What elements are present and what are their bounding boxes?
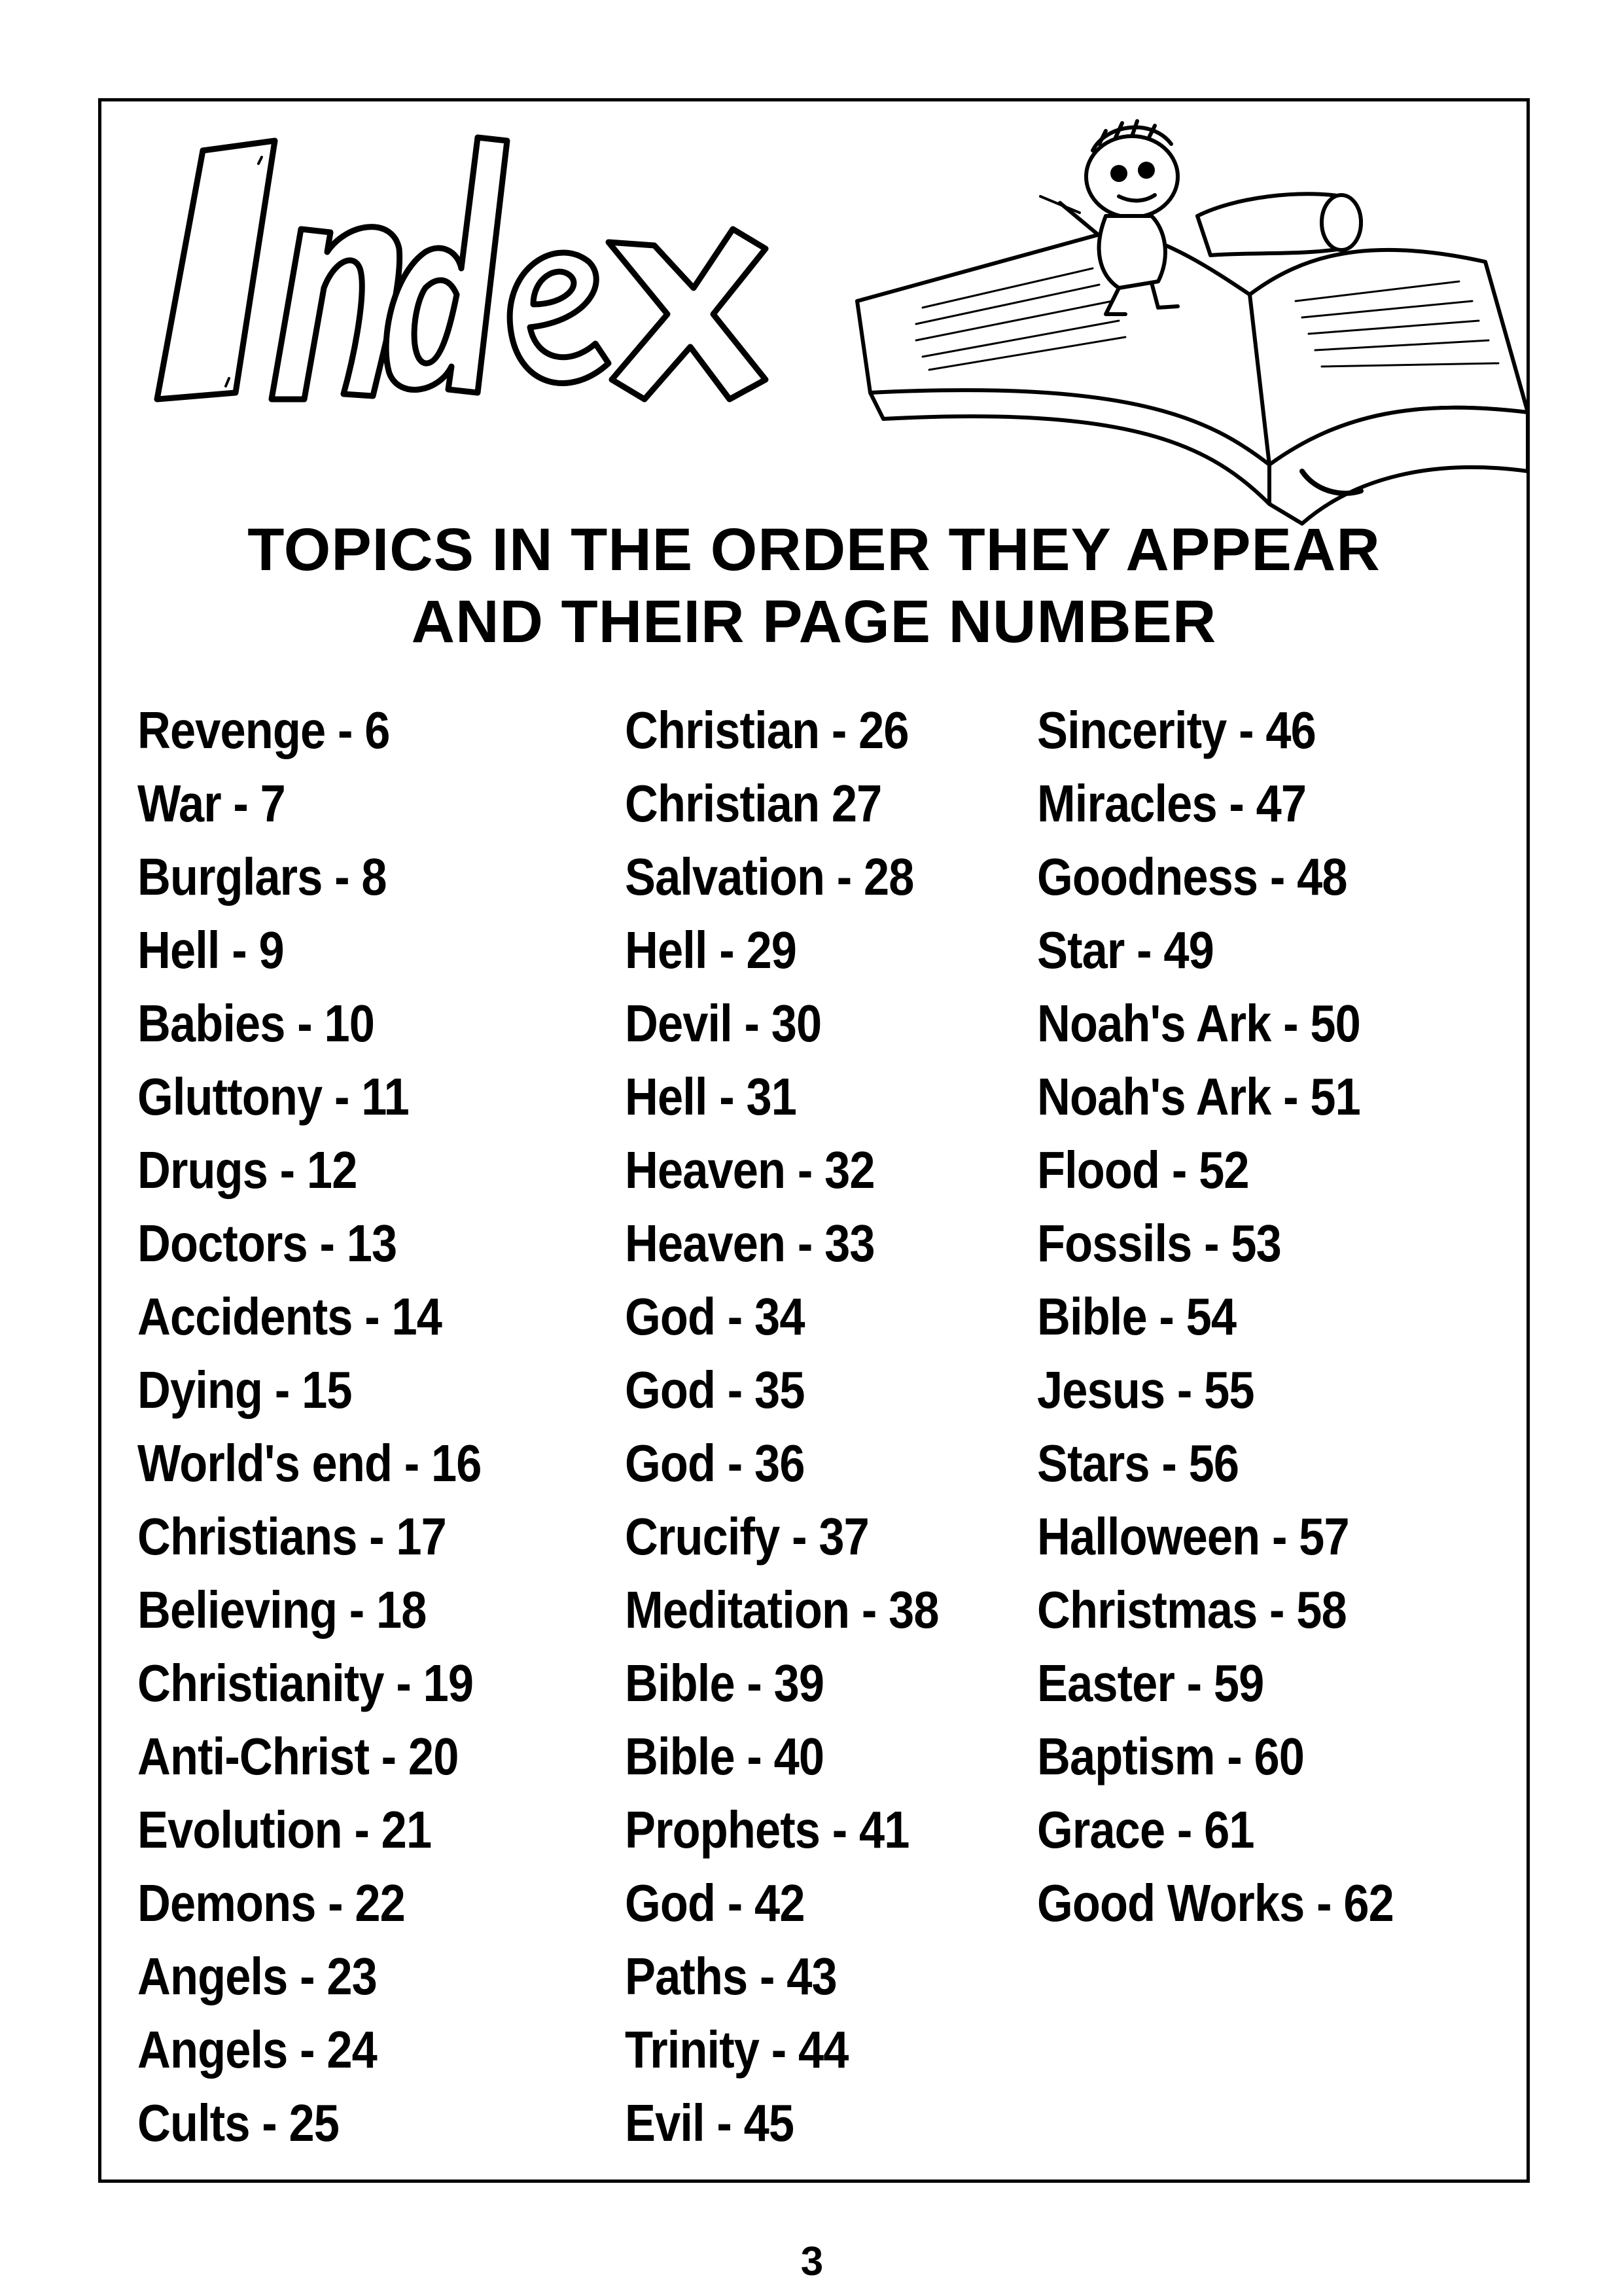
index-entry: Hell - 9	[137, 921, 284, 979]
index-entry: Stars - 56	[1037, 1434, 1239, 1492]
index-entry: Babies - 10	[137, 994, 375, 1052]
index-entry: Christian 27	[625, 774, 882, 833]
index-entry: Star - 49	[1037, 921, 1214, 979]
index-entry: Drugs - 12	[137, 1141, 357, 1199]
index-entry: World's end - 16	[137, 1434, 482, 1492]
index-entry: Bible - 39	[625, 1654, 824, 1712]
index-entry: Crucify - 37	[625, 1507, 869, 1566]
index-entry: Easter - 59	[1037, 1654, 1264, 1712]
index-entry: Angels - 24	[137, 2020, 377, 2079]
index-entry: Baptism - 60	[1037, 1727, 1305, 1785]
index-entry: Good Works - 62	[1037, 1874, 1394, 1932]
index-entry: Christianity - 19	[137, 1654, 474, 1712]
index-entry: Noah's Ark - 51	[1037, 1067, 1360, 1126]
index-entry: Doctors - 13	[137, 1214, 397, 1272]
index-entry: Christians - 17	[137, 1507, 446, 1566]
index-entry: Evolution - 21	[137, 1801, 432, 1859]
index-entry: God - 42	[625, 1874, 805, 1932]
heading-line-2: AND THEIR PAGE NUMBER	[411, 588, 1217, 655]
index-entry: Devil - 30	[625, 994, 822, 1052]
index-entry: Heaven - 32	[625, 1141, 875, 1199]
index-entry: Accidents - 14	[137, 1287, 442, 1346]
index-entry: Evil - 45	[625, 2094, 794, 2152]
boy-reading-bible-icon	[844, 105, 1538, 537]
index-entry: God - 34	[625, 1287, 805, 1346]
index-entry: Grace - 61	[1037, 1801, 1254, 1859]
index-entry: Gluttony - 11	[137, 1067, 409, 1126]
index-entry: Hell - 31	[625, 1067, 797, 1126]
index-entry: Meditation - 38	[625, 1581, 939, 1639]
index-column-3	[1037, 694, 1394, 1940]
index-entry: Hell - 29	[625, 921, 797, 979]
index-entry: Cults - 25	[137, 2094, 340, 2152]
index-entry: Prophets - 41	[625, 1801, 909, 1859]
index-entry: Burglars - 8	[137, 848, 387, 906]
index-entry: God - 36	[625, 1434, 805, 1492]
index-entry: Sincerity - 46	[1037, 701, 1316, 759]
index-entry: Jesus - 55	[1037, 1361, 1254, 1419]
index-column-2	[625, 694, 939, 2160]
index-entry: God - 35	[625, 1361, 805, 1419]
index-entry: Bible - 40	[625, 1727, 824, 1785]
index-entry: Trinity - 44	[625, 2020, 849, 2079]
index-entry: Christian - 26	[625, 701, 909, 759]
index-entry: Revenge - 6	[137, 701, 390, 759]
index-entry: Bible - 54	[1037, 1287, 1237, 1346]
index-entry: Believing - 18	[137, 1581, 427, 1639]
index-entry: Halloween - 57	[1037, 1507, 1349, 1566]
index-entry: Anti-Christ - 20	[137, 1727, 459, 1785]
index-entry: War - 7	[137, 774, 285, 833]
index-entry: Fossils - 53	[1037, 1214, 1281, 1272]
index-entry: Heaven - 33	[625, 1214, 875, 1272]
index-entry: Paths - 43	[625, 1947, 837, 2005]
index-entry: Dying - 15	[137, 1361, 352, 1419]
index-entry: Christmas - 58	[1037, 1581, 1347, 1639]
index-title	[137, 111, 831, 425]
heading-line-1: TOPICS IN THE ORDER THEY APPEAR	[247, 516, 1381, 583]
index-entry: Flood - 52	[1037, 1141, 1249, 1199]
index-entry: Noah's Ark - 50	[1037, 994, 1360, 1052]
index-entry: Goodness - 48	[1037, 848, 1347, 906]
page-number: 3	[800, 2239, 824, 2284]
index-entry: Angels - 23	[137, 1947, 377, 2005]
index-column-1	[137, 694, 482, 2160]
index-entry: Miracles - 47	[1037, 774, 1307, 833]
index-entry: Demons - 22	[137, 1874, 405, 1932]
index-entry: Salvation - 28	[625, 848, 914, 906]
